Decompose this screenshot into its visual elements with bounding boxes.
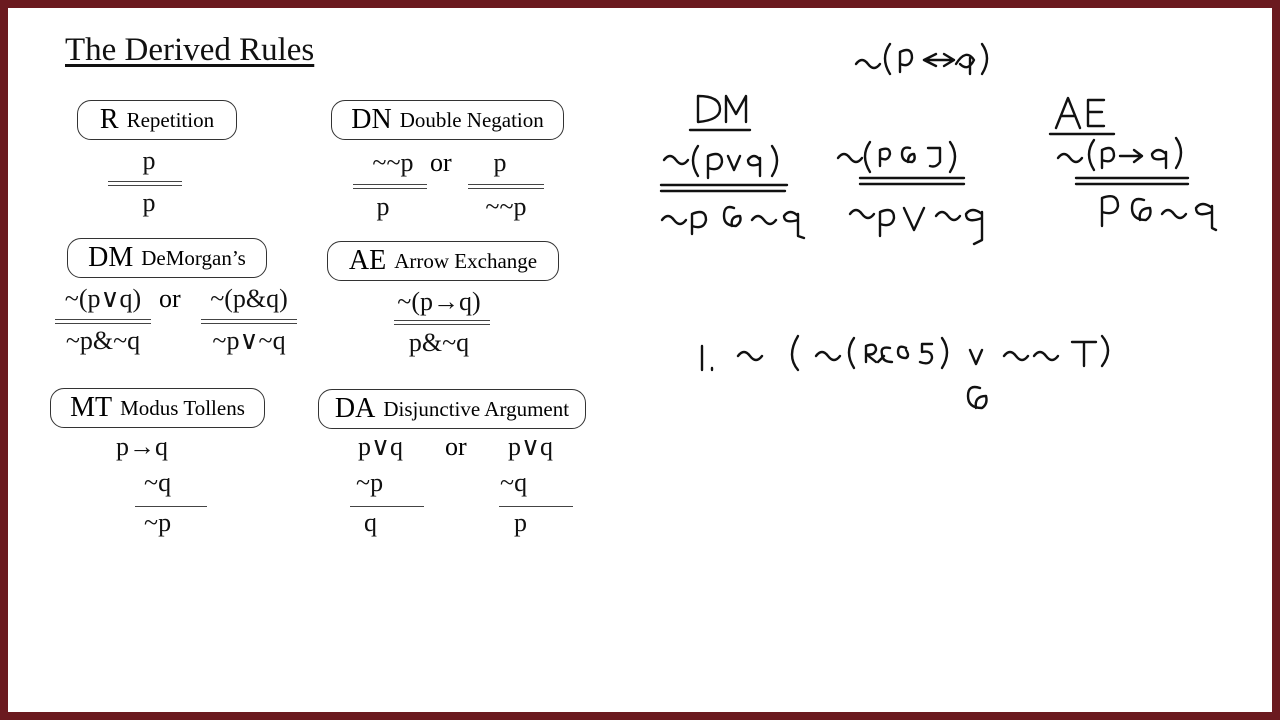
dm-b-premise: ~(p&q)	[210, 284, 288, 313]
dn-a-premise: ~~p	[372, 148, 414, 177]
rule-name: Disjunctive Argument	[383, 396, 570, 421]
handwritten-dm-b-premise	[838, 142, 964, 184]
dn-b-conclusion: ~~p	[485, 192, 527, 221]
rule-name: Double Negation	[399, 107, 544, 132]
dn-a-conclusion: p	[376, 192, 390, 221]
or-text: or	[445, 432, 467, 461]
rule-abbr: DA	[334, 393, 376, 424]
mt-conclusion: ~p	[144, 508, 172, 537]
mt-premise1: p→q	[116, 432, 168, 461]
mt-premise2: ~q	[144, 468, 172, 497]
rule-abbr: DN	[351, 104, 392, 135]
page-title: The Derived Rules	[65, 32, 315, 68]
handwritten-ampersand	[968, 387, 987, 408]
handwritten-ae-premise	[1058, 138, 1188, 184]
da-b-premise1: p∨q	[508, 432, 554, 461]
dn-b-premise: p	[493, 148, 507, 177]
dm-b-conclusion: ~p∨~q	[212, 326, 286, 355]
da-a-premise1: p∨q	[358, 432, 404, 461]
handwritten-line-1	[702, 336, 1108, 370]
da-a-premise2: ~p	[356, 468, 384, 497]
rule-name: Repetition	[126, 107, 215, 132]
da-b-conclusion: p	[514, 508, 527, 537]
handwritten-dm-a-conclusion	[662, 207, 804, 238]
ae-premise: ~(p→q)	[397, 287, 481, 316]
rule-abbr: R	[99, 104, 119, 135]
whiteboard	[8, 8, 1272, 712]
rule-name: Arrow Exchange	[394, 248, 538, 273]
handwritten-dm-a-premise	[661, 146, 787, 191]
handwritten-ae-label	[1050, 98, 1114, 134]
dm-a-conclusion: ~p&~q	[65, 326, 141, 355]
handwritten-notes	[8, 8, 1272, 712]
r-conclusion: p	[142, 188, 156, 217]
or-text: or	[159, 284, 181, 313]
da-a-conclusion: q	[364, 508, 377, 537]
rule-name: Modus Tollens	[120, 395, 245, 420]
or-text: or	[430, 148, 452, 177]
r-premise: p	[142, 146, 156, 175]
dm-a-premise: ~(p∨q)	[64, 284, 142, 313]
ae-conclusion: p&~q	[408, 328, 470, 357]
handwritten-ae-conclusion	[1102, 196, 1216, 230]
rule-abbr: MT	[70, 392, 113, 423]
handwritten-top-formula	[856, 44, 987, 74]
rule-name: DeMorgan’s	[141, 245, 246, 270]
handwritten-dm-label	[690, 96, 750, 130]
rule-abbr: AE	[348, 245, 387, 276]
handwritten-dm-b-conclusion	[850, 208, 982, 244]
rule-abbr: DM	[88, 242, 134, 273]
da-b-premise2: ~q	[500, 468, 528, 497]
